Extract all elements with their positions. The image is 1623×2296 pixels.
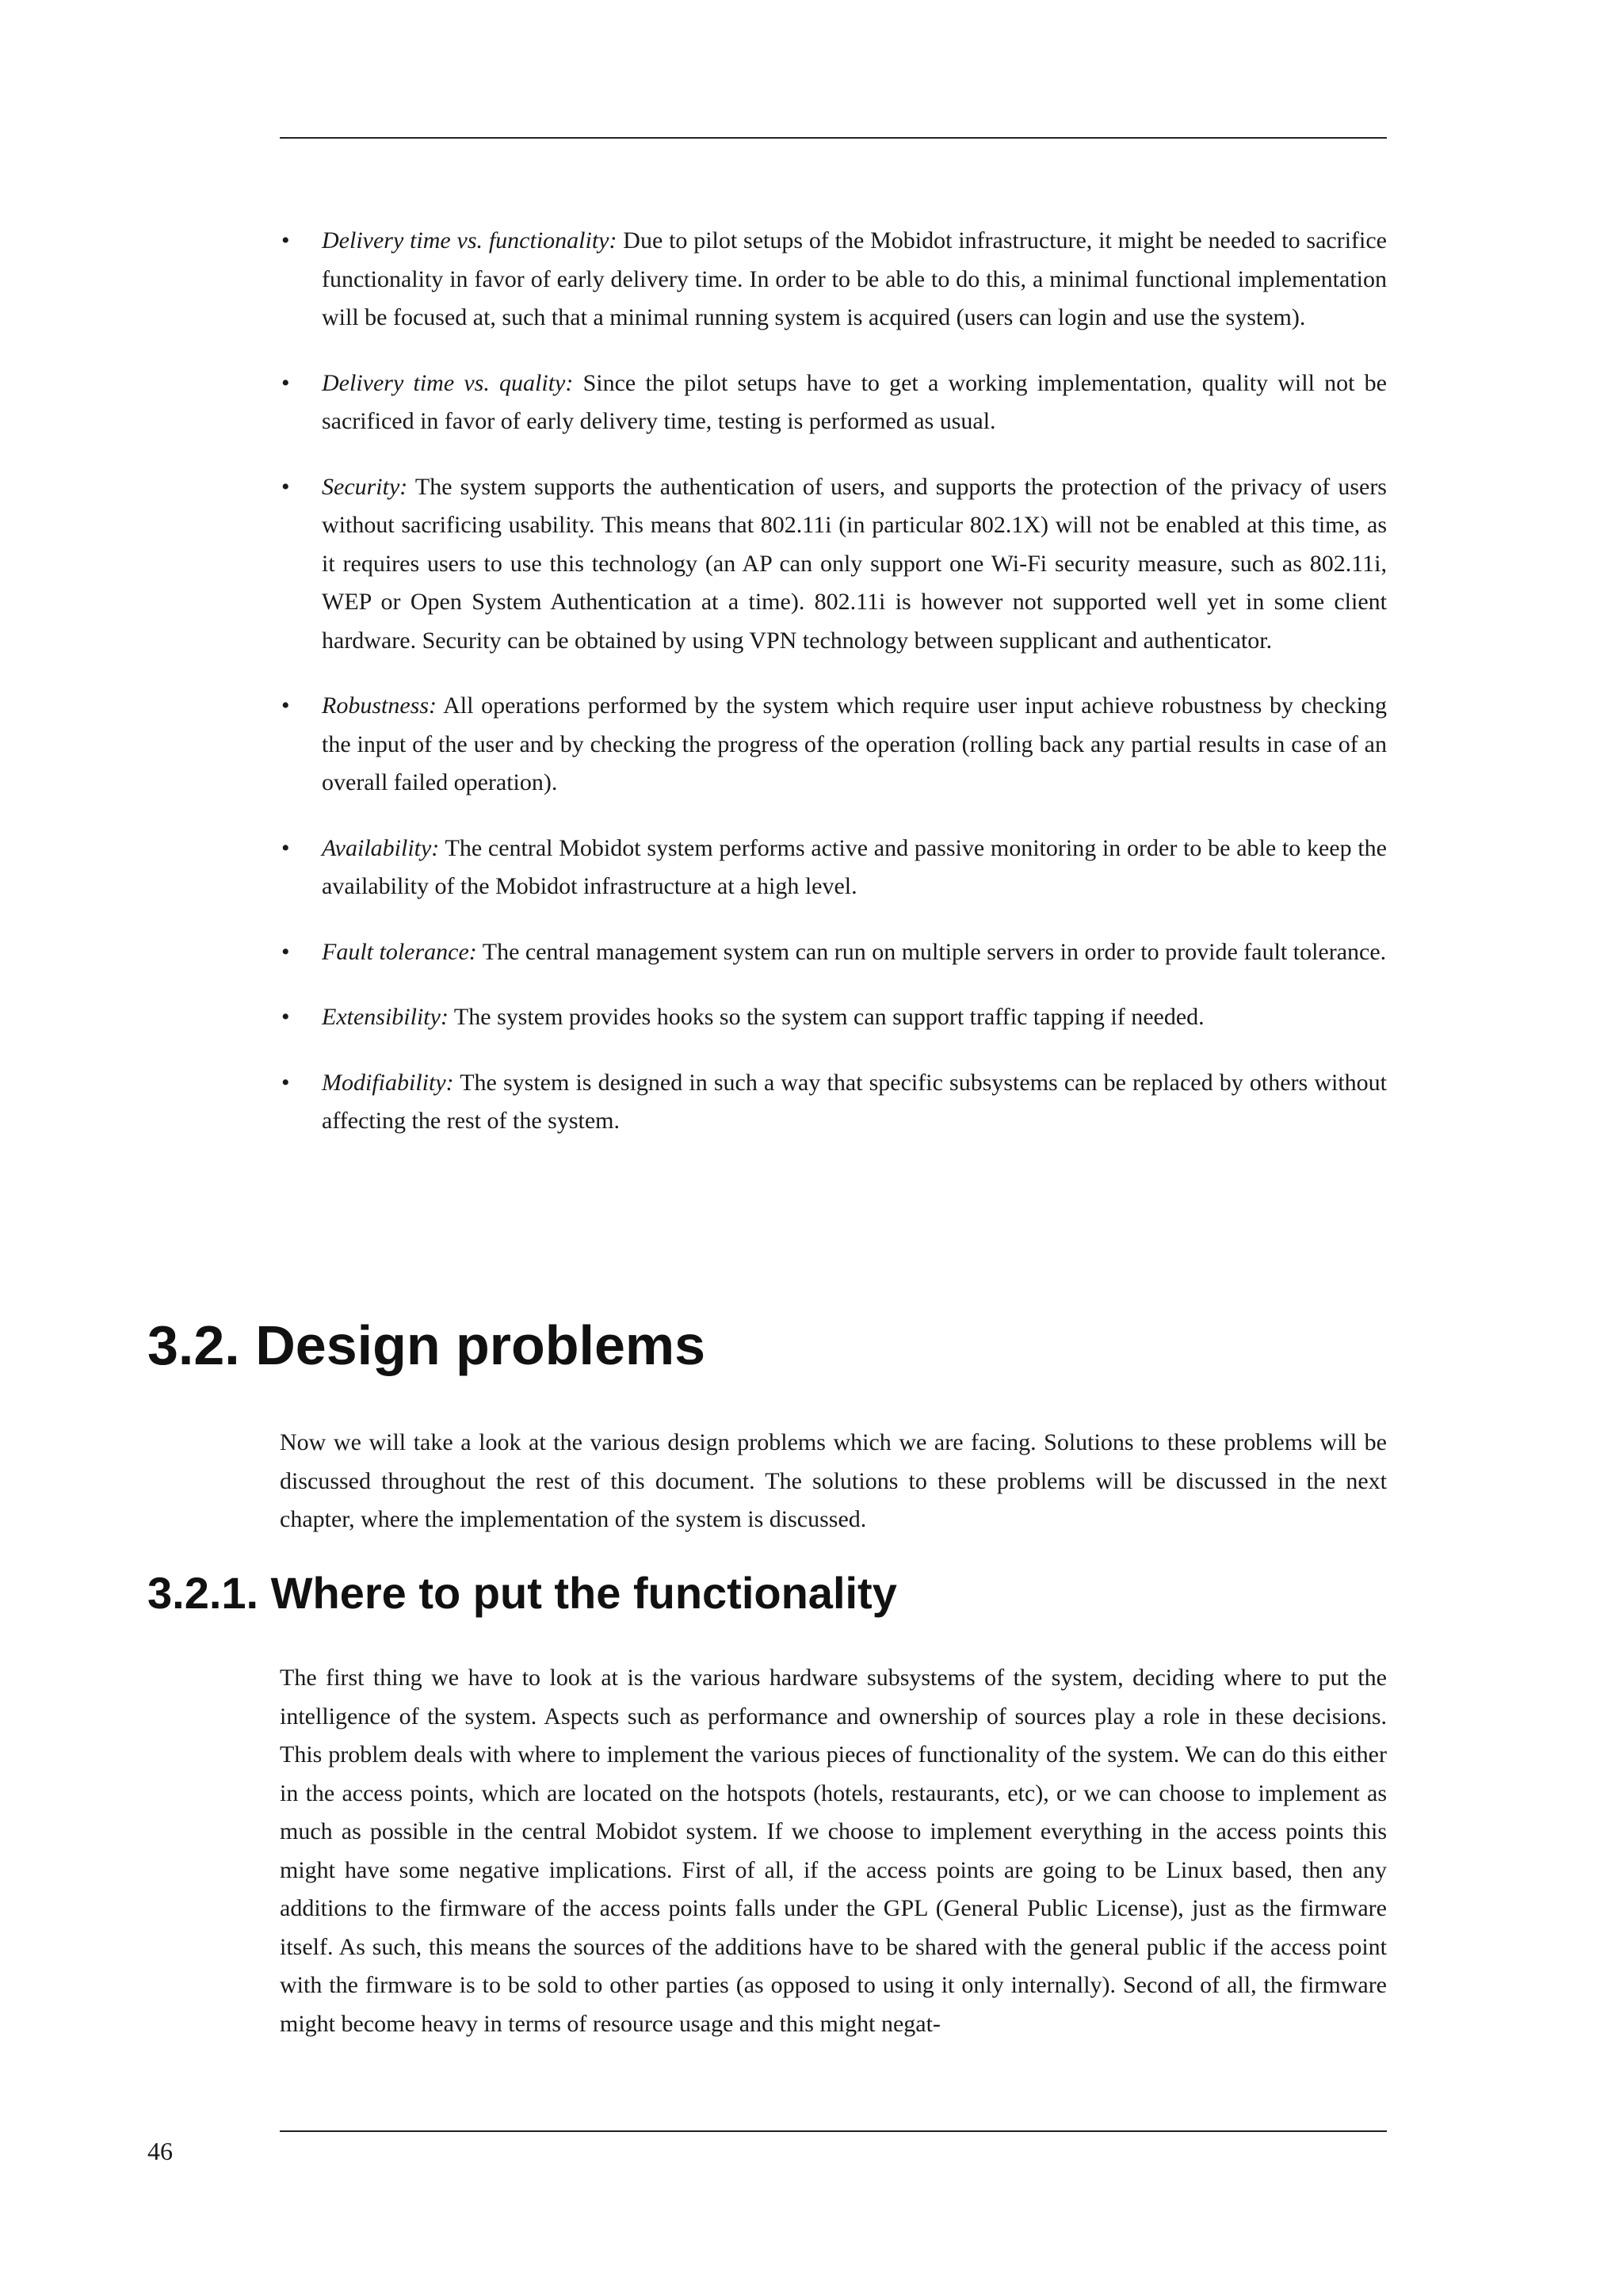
bullet-text: The central management system can run on multiple servers in order to provide fault tolerance. xyxy=(482,938,1387,965)
list-item xyxy=(280,830,1387,906)
section-heading: 3.2. Design problems xyxy=(147,1314,706,1376)
bullet-icon: • xyxy=(281,938,290,965)
bullet-icon: • xyxy=(281,1069,290,1096)
requirements-list xyxy=(280,222,1387,1168)
bullet-icon: • xyxy=(281,473,290,500)
subsection-paragraph: The first thing we have to look at is the various hardware subsystems of the system, deciding where to put the intelligence of the system. Aspects such as performance and ownership of sources play a role in these decisions. This problem deals with where to implement the various pieces of functionality of the system. We can do this either in the access points, which are located on the hotspots (hotels, restaurants, etc), or we can choose to implement as much as possible in the central Mobidot system. If we choose to implement everything in the access points this might have some negative implications. First of all, if the access points are going to be Linux based, then any additions to the firmware of the access points falls under the GPL (General Public License), just as the firmware itself. As such, this means the sources of the additions have to be shared with the general public if the access point with the firmware is to be sold to other parties (as opposed to using it only internally). Second of all, the firmware might become heavy in terms of resource usage and this might negat- xyxy=(280,1665,1387,2037)
bullet-text: The central Mobidot system performs active and passive monitoring in order to be able to keep the availability of the Mobidot infrastructure at a high level. xyxy=(322,834,1387,899)
bullet-text: All operations performed by the system which require user input achieve robustness by checking the input of the user and by checking the progress of the operation (rolling back any partial results in case of an overall failed operation). xyxy=(322,692,1387,795)
bullet-icon: • xyxy=(281,834,290,861)
list-item xyxy=(280,933,1387,972)
list-item xyxy=(280,998,1387,1037)
list-item xyxy=(280,1064,1387,1141)
subsection-heading: 3.2.1. Where to put the functionality xyxy=(147,1568,897,1618)
bullet-term: Security: xyxy=(322,473,408,500)
bullet-term: Modifiability: xyxy=(322,1069,454,1096)
bullet-text: The system provides hooks so the system can support traffic tapping if needed. xyxy=(453,1004,1205,1030)
bullet-icon: • xyxy=(281,1004,290,1030)
list-item xyxy=(280,364,1387,441)
section-paragraph: Now we will take a look at the various design problems which we are facing. Solutions to these problems will be discussed throughout the rest of this document. The solutions to these problems will be discussed in the next chapter, where the implementation of the system is discussed. xyxy=(280,1429,1387,1532)
bullet-text: The system is designed in such a way that specific subsystems can be replaced by others without affecting the rest of the system. xyxy=(322,1069,1387,1134)
page-number: 46 xyxy=(147,2137,173,2165)
bullet-term: Availability: xyxy=(322,834,440,861)
list-item xyxy=(280,687,1387,803)
header-rule xyxy=(280,137,1387,139)
bullet-term: Robustness: xyxy=(322,692,437,719)
bullet-icon: • xyxy=(281,227,290,254)
bullet-text: Due to pilot setups of the Mobidot infrastructure, it might be needed to sacrifice functionality in favor of early delivery time. In order to be able to do this, a minimal functional implementation will be focused at, such that a minimal running system is acquired (users can login and use the system). xyxy=(322,227,1387,330)
bullet-term: Delivery time vs. functionality: xyxy=(322,227,617,254)
bullet-term: Delivery time vs. quality: xyxy=(322,369,574,396)
bullet-icon: • xyxy=(281,369,290,396)
bullet-text: Since the pilot setups have to get a working implementation, quality will not be sacrificed in favor of early delivery time, testing is performed as usual. xyxy=(322,369,1387,434)
bullet-term: Fault tolerance: xyxy=(322,938,477,965)
bullet-text: The system supports the authentication of users, and supports the protection of the privacy of users without sacrificing usability. This means that 802.11i (in particular 802.1X) will not be enabled at this time, as it requires users to use this technology (an AP can only support one Wi-Fi security measure, such as 802.11i, WEP or Open System Authentication at a time). 802.11i is however not supported well yet in some client hardware. Security can be obtained by using VPN technology between supplicant and authenticator. xyxy=(322,473,1387,654)
list-item xyxy=(280,468,1387,661)
list-item xyxy=(280,222,1387,338)
footer-rule xyxy=(280,2130,1387,2132)
bullet-icon: • xyxy=(281,692,290,719)
bullet-term: Extensibility: xyxy=(322,1004,449,1030)
